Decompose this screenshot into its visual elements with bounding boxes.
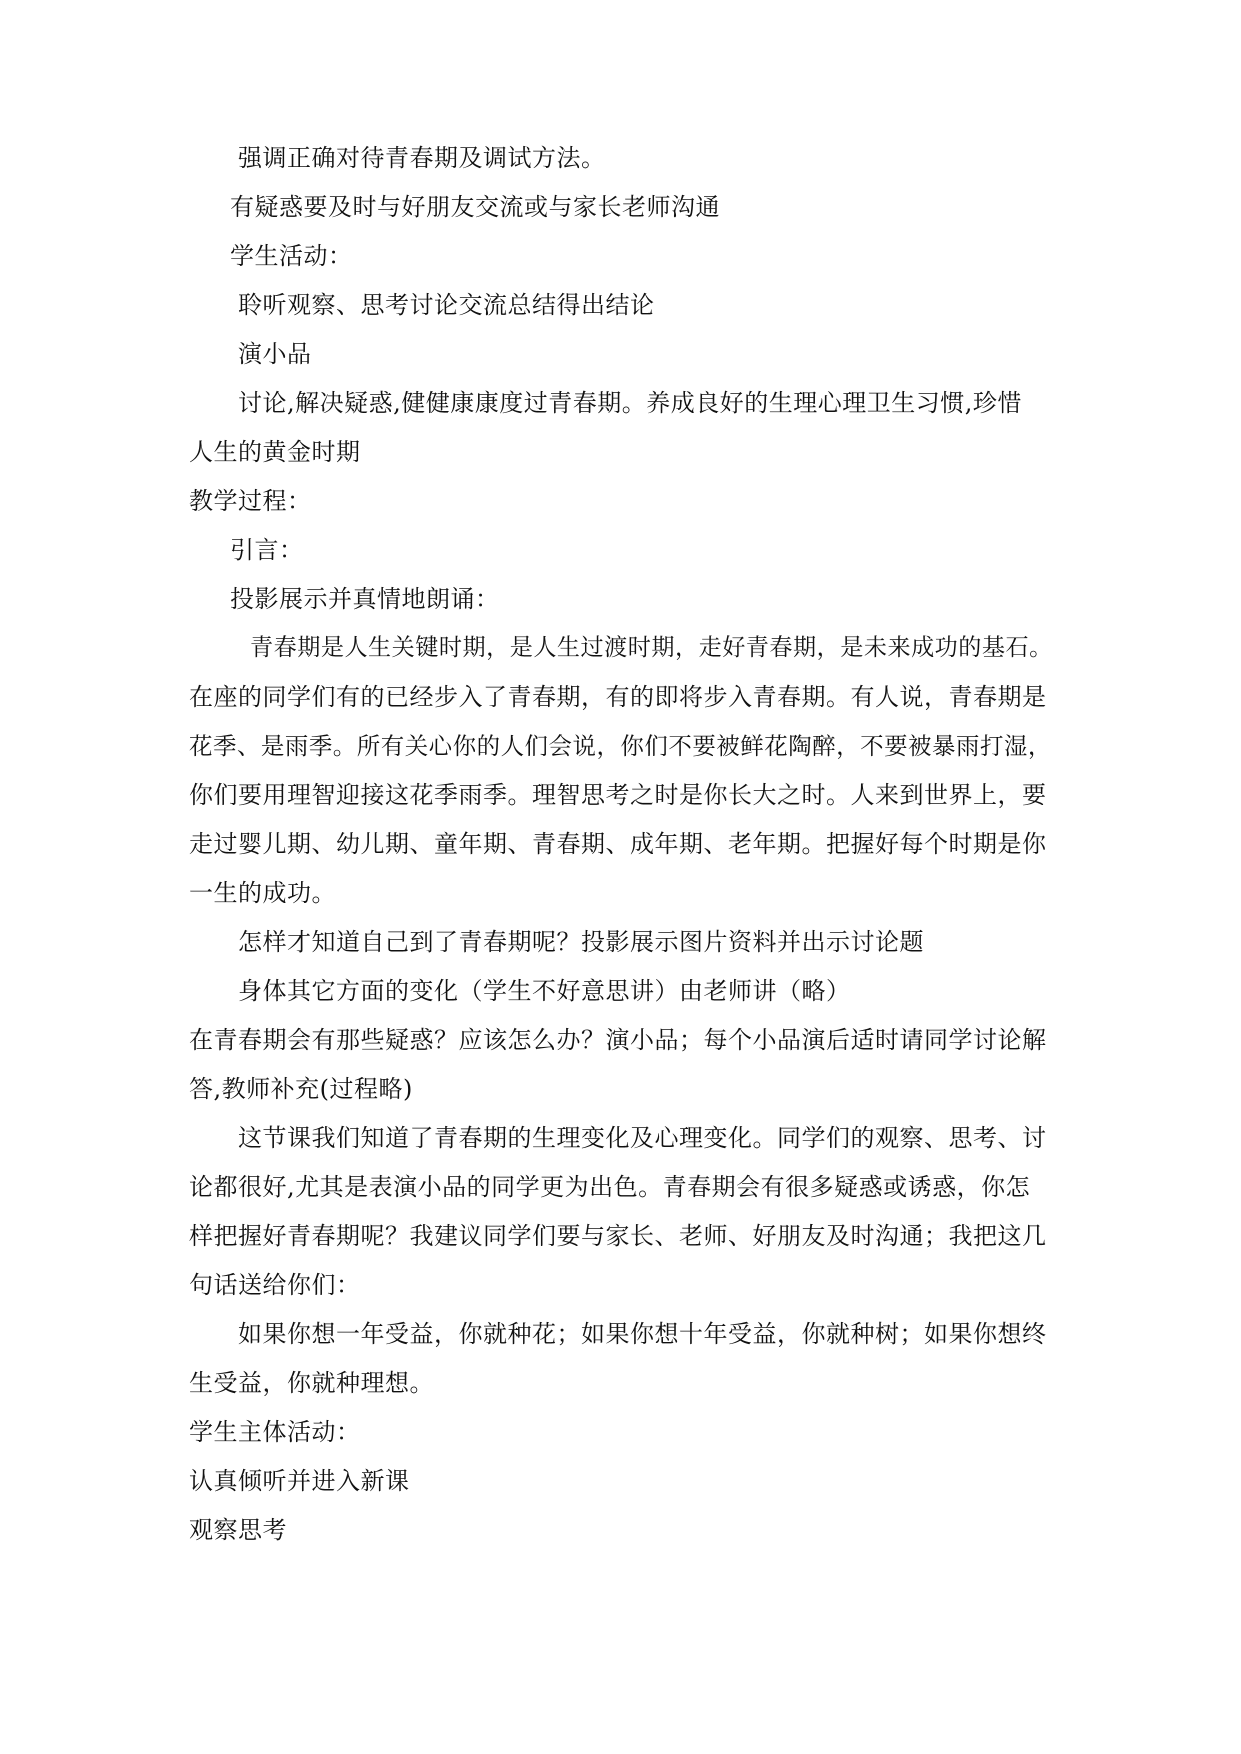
text-line: 演小品 xyxy=(238,340,312,368)
text-line: 投影展示并真情地朗诵： xyxy=(230,585,500,613)
text-line: 青春期是人生关键时期，是人生过渡时期，走好青春期，是未来成功的基石。 xyxy=(250,635,1053,661)
text-line: 论都很好,尤其是表演小品的同学更为出色。青春期会有很多疑惑或诱惑，你怎 xyxy=(189,1173,1031,1201)
text-line: 观察思考 xyxy=(189,1516,287,1544)
text-line: 句话送给你们： xyxy=(189,1271,361,1299)
text-line: 强调正确对待青春期及调试方法。 xyxy=(238,144,606,172)
text-line: 走过婴儿期、幼儿期、童年期、青春期、成年期、老年期。把握好每个时期是你 xyxy=(189,830,1047,858)
text-line: 答,教师补充(过程略) xyxy=(189,1075,413,1103)
text-line: 花季、是雨季。所有关心你的人们会说，你们不要被鲜花陶醉，不要被暴雨打湿， xyxy=(189,732,1052,760)
text-line: 引言： xyxy=(230,536,304,564)
text-line: 聆听观察、思考讨论交流总结得出结论 xyxy=(238,291,655,319)
section-heading: 教学过程： xyxy=(189,487,312,515)
text-line: 样把握好青春期呢？我建议同学们要与家长、老师、好朋友及时沟通；我把这几 xyxy=(189,1222,1047,1250)
text-line: 如果你想一年受益，你就种花；如果你想十年受益，你就种树；如果你想终 xyxy=(238,1320,1047,1348)
text-line: 学生活动： xyxy=(230,242,353,270)
text-line: 身体其它方面的变化（学生不好意思讲）由老师讲（略） xyxy=(238,977,851,1005)
text-line: 怎样才知道自己到了青春期呢？投影展示图片资料并出示讨论题 xyxy=(238,928,924,956)
text-line: 认真倾听并进入新课 xyxy=(189,1467,410,1495)
text-line: 在青春期会有那些疑惑？应该怎么办？演小品；每个小品演后适时请同学讨论解 xyxy=(189,1026,1047,1054)
text-line: 在座的同学们有的已经步入了青春期，有的即将步入青春期。有人说，青春期是 xyxy=(189,683,1047,711)
section-heading: 学生主体活动： xyxy=(189,1418,361,1446)
text-line: 讨论,解决疑惑,健健康康度过青春期。养成良好的生理心理卫生习惯,珍惜 xyxy=(238,389,1022,417)
text-line: 你们要用理智迎接这花季雨季。理智思考之时是你长大之时。人来到世界上，要 xyxy=(189,781,1047,809)
text-line: 人生的黄金时期 xyxy=(189,438,361,466)
text-line: 这节课我们知道了青春期的生理变化及心理变化。同学们的观察、思考、讨 xyxy=(238,1124,1047,1152)
text-line: 生受益，你就种理想。 xyxy=(189,1369,434,1397)
text-line: 一生的成功。 xyxy=(189,879,336,907)
text-line: 有疑惑要及时与好朋友交流或与家长老师沟通 xyxy=(230,193,720,221)
